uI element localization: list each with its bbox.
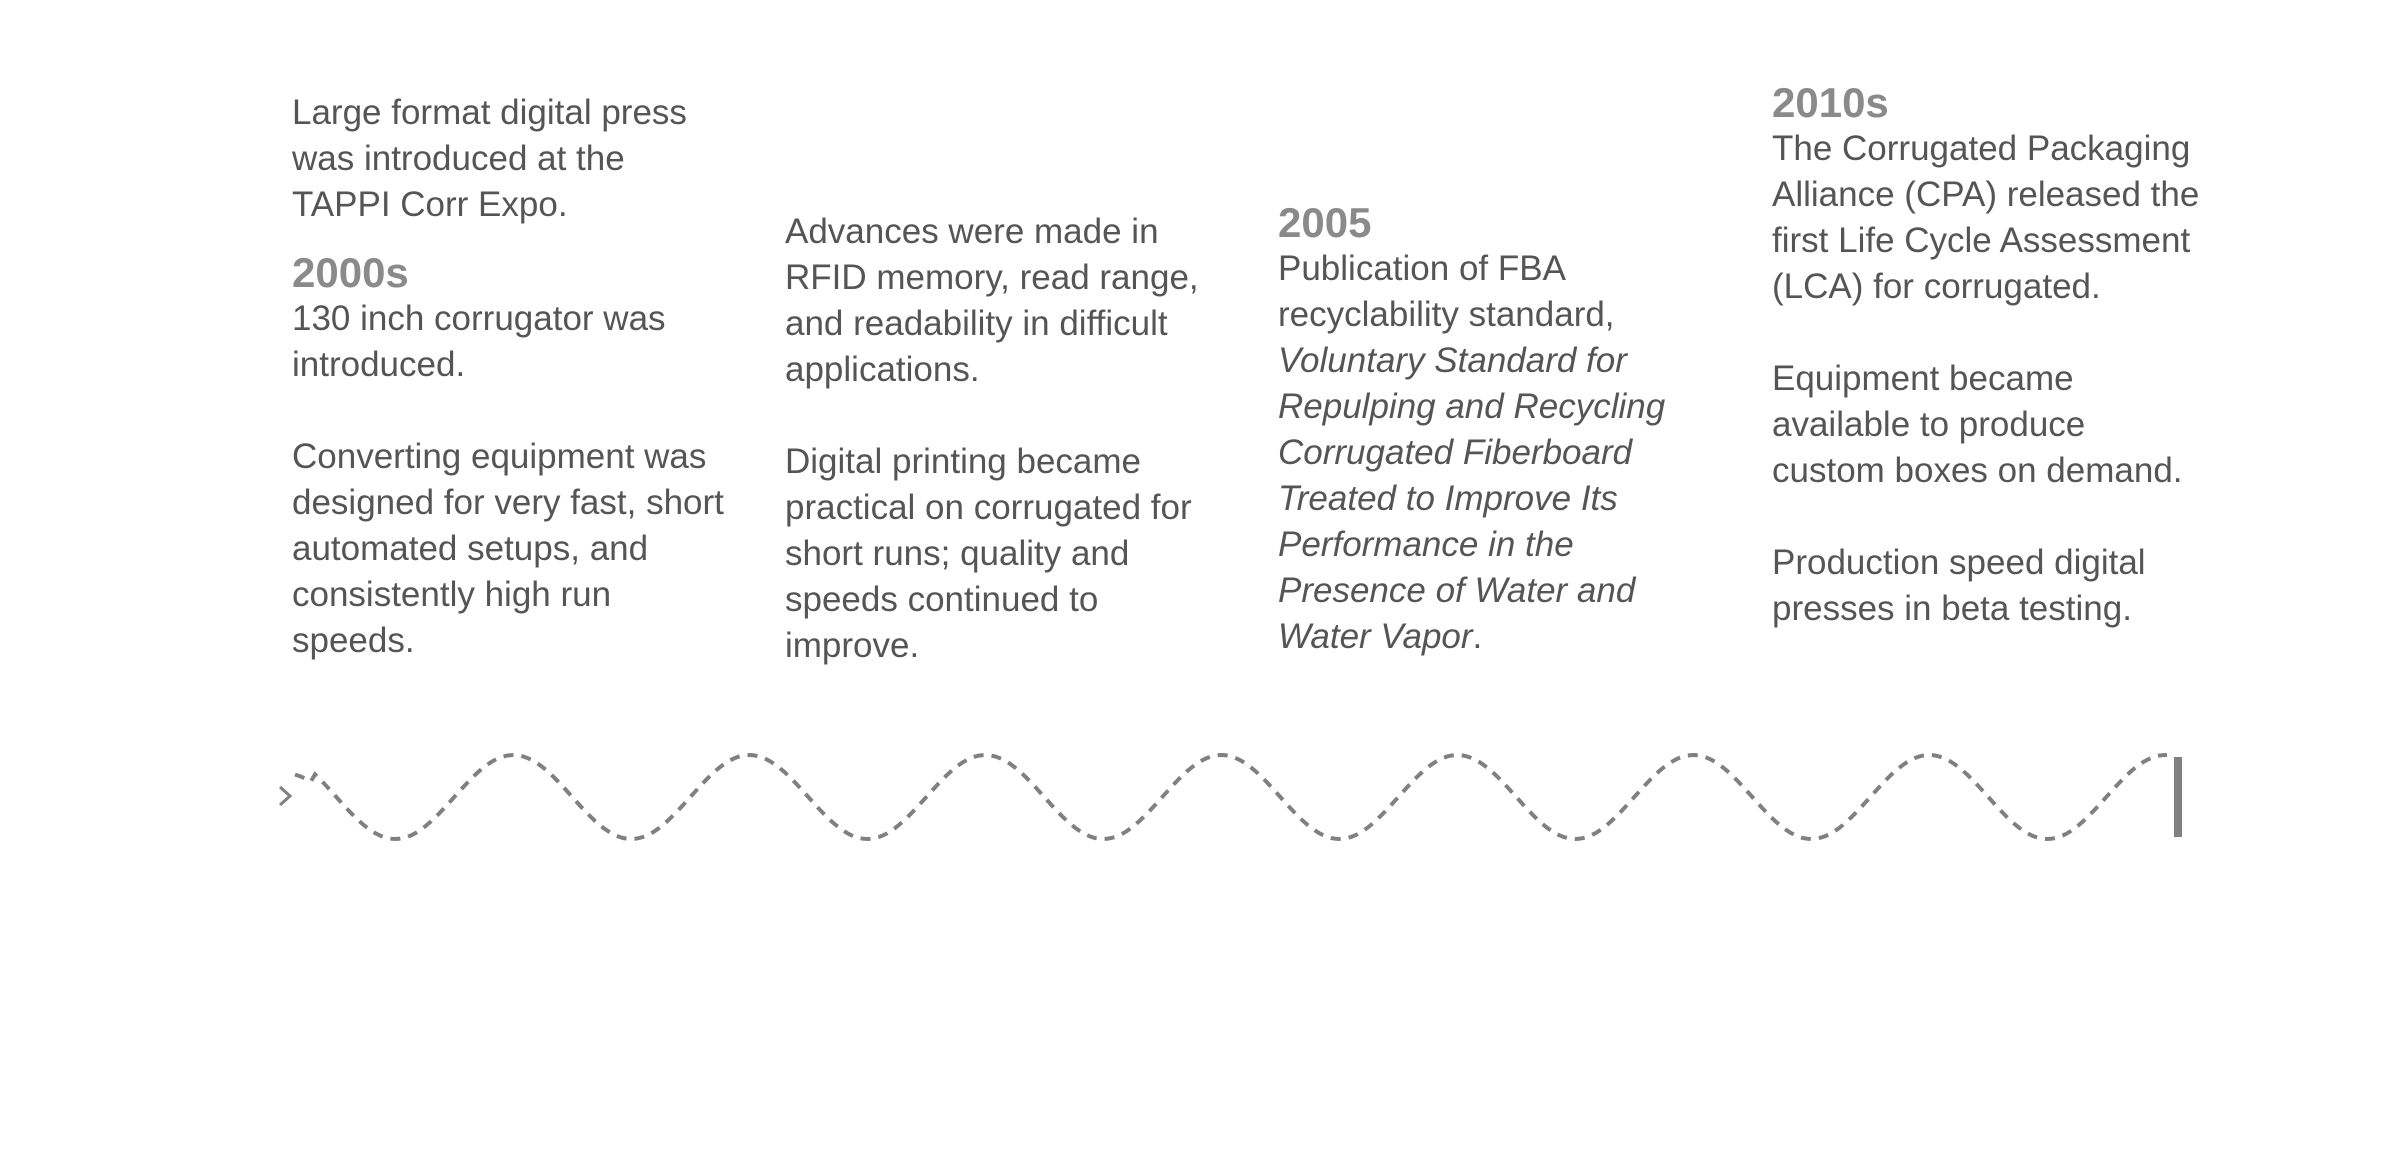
era-heading-2000s: 2000s [292,249,409,296]
event-text: Equipment became available to produce custom boxes on demand. [1772,359,2183,490]
spacer [292,388,732,434]
spacer [785,393,1225,439]
timeline-arrow-tail-icon [280,787,290,805]
event-text: Converting equipment was designed for very fast, short automated setups, and consistently high run speeds. [292,437,724,660]
timeline-column-2 [785,209,1225,669]
event-text: Production speed digital presses in beta testing. [1772,543,2146,628]
event-text: The Corrugated Packaging Alliance (CPA) released the first Life Cycle Assessment (LCA) for corrugated. [1772,129,2200,306]
era-heading-2005: 2005 [1278,199,1372,246]
timeline-column-3 [1278,200,1668,660]
event-text: Advances were made in RFID memory, read range, and readability in difficult applications. [785,212,1199,389]
timeline-dashed-wave [295,755,2167,839]
event-text [1278,246,1668,660]
event-text: Large format digital press was introduced at the TAPPI Corr Expo. [292,93,687,224]
period: . [1472,617,1483,656]
event-text: Digital printing became practical on corrugated for short runs; quality and speeds continued to improve. [785,442,1192,665]
spacer [1772,494,2202,540]
spacer [1772,310,2202,356]
event-text-lead: Publication of FBA recyclability standard, [1278,249,1615,334]
standard-title: Voluntary Standard for Repulping and Recycling Corrugated Fiberboard Treated to Improve Its Performance in the Presence of Water and Water Vapor [1278,341,1666,656]
era-heading-2010s: 2010s [1772,79,1889,126]
timeline-wave [270,750,2200,900]
timeline-column-1 [292,90,732,664]
timeline-column-4 [1772,80,2202,632]
event-text: 130 inch corrugator was introduced. [292,299,666,384]
timeline-end-marker [2174,757,2182,837]
